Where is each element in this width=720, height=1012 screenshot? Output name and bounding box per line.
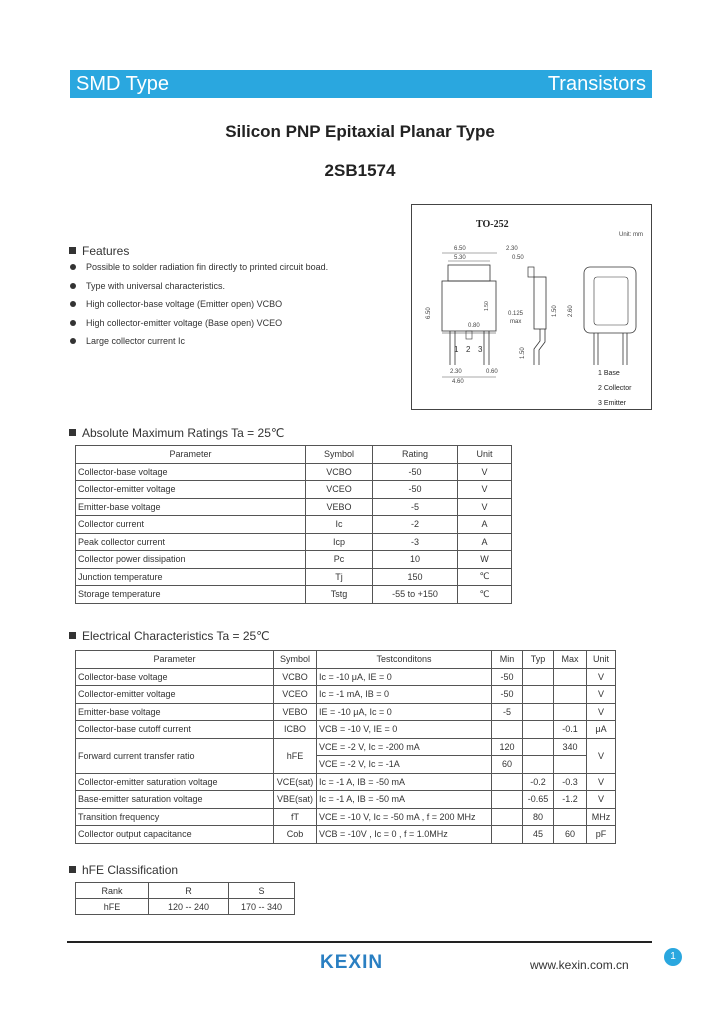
table-cell: Pc	[306, 551, 373, 569]
table-cell: -5	[373, 498, 458, 516]
dim-label: 0.125	[508, 311, 524, 317]
package-name: TO-252	[476, 219, 509, 230]
table-cell	[492, 773, 523, 791]
table-cell: VCE = -10 V, Ic = -50 mA , f = 200 MHz	[317, 808, 492, 826]
table-cell: VCE = -2 V, Ic = -1A	[317, 756, 492, 774]
table-cell: Ic = -1 mA, IB = 0	[317, 686, 492, 704]
footer-divider	[67, 941, 652, 943]
table-header-row	[76, 651, 616, 669]
column-header: S	[229, 883, 295, 899]
ec-heading: Electrical Characteristics Ta = 25℃	[69, 629, 270, 643]
table-cell: V	[458, 463, 512, 481]
bullet-square-icon	[69, 429, 76, 436]
table-cell: Collector-base voltage	[76, 668, 274, 686]
table-cell: Peak collector current	[76, 533, 306, 551]
bullet-dot-icon	[70, 301, 76, 307]
table-cell: Junction temperature	[76, 568, 306, 586]
table-cell: Collector-emitter saturation voltage	[76, 773, 274, 791]
table-cell: hFE	[76, 899, 149, 915]
table-cell: VCE(sat)	[274, 773, 317, 791]
table-row	[76, 721, 616, 739]
table-cell: V	[587, 668, 616, 686]
table-cell: -55 to +150	[373, 586, 458, 604]
column-header: Testconditons	[317, 651, 492, 669]
column-header: Unit	[587, 651, 616, 669]
table-cell: V	[587, 773, 616, 791]
table-cell: Storage temperature	[76, 586, 306, 604]
bullet-square-icon	[69, 632, 76, 639]
column-header: R	[149, 883, 229, 899]
table-cell: -50	[492, 668, 523, 686]
pin-label: 1 Base	[598, 370, 620, 377]
list-item: High collector-base voltage (Emitter open) VCBO	[70, 299, 328, 318]
table-cell: A	[458, 533, 512, 551]
table-cell: Icp	[306, 533, 373, 551]
table-cell: Collector current	[76, 516, 306, 534]
table-row	[76, 516, 512, 534]
table-cell: VCEO	[274, 686, 317, 704]
bullet-dot-icon	[70, 320, 76, 326]
package-drawing	[411, 204, 652, 410]
table-cell: 80	[523, 808, 554, 826]
dim-label: 2.30	[450, 369, 462, 375]
table-cell: 45	[523, 826, 554, 844]
table-cell: -50	[373, 481, 458, 499]
table-row	[76, 686, 616, 704]
table-cell: -0.65	[523, 791, 554, 809]
part-number: 2SB1574	[324, 161, 396, 180]
bullet-square-icon	[69, 866, 76, 873]
table-cell	[523, 686, 554, 704]
table-cell: V	[458, 498, 512, 516]
list-item: Large collector current Ic	[70, 336, 328, 355]
absolute-max-ratings-table	[75, 445, 512, 604]
features-list	[70, 262, 328, 355]
table-cell: Tstg	[306, 586, 373, 604]
table-cell: V	[587, 686, 616, 704]
table-cell	[523, 721, 554, 739]
table-cell: -0.2	[523, 773, 554, 791]
table-cell	[492, 808, 523, 826]
table-row	[76, 668, 616, 686]
table-row	[76, 498, 512, 516]
table-cell: Tj	[306, 568, 373, 586]
table-cell: V	[458, 481, 512, 499]
features-heading: Features	[69, 244, 129, 258]
table-cell: Ic = -10 μA, IE = 0	[317, 668, 492, 686]
table-cell: IE = -10 μA, Ic = 0	[317, 703, 492, 721]
table-cell: Collector-base voltage	[76, 463, 306, 481]
table-cell: 340	[554, 738, 587, 756]
dim-label: max	[510, 319, 522, 325]
header-banner	[70, 70, 652, 98]
table-cell: VCEO	[306, 481, 373, 499]
dim-label: 5.30	[454, 255, 466, 261]
table-cell: μA	[587, 721, 616, 739]
table-row	[76, 738, 616, 756]
table-cell: Collector-emitter voltage	[76, 686, 274, 704]
pin-label: 3 Emitter	[598, 400, 627, 407]
table-header-row	[76, 883, 295, 899]
table-cell: VCB = -10V , Ic = 0 , f = 1.0MHz	[317, 826, 492, 844]
table-cell: V	[587, 738, 616, 773]
table-cell: 170 -- 340	[229, 899, 295, 915]
dim-label: 1.50	[484, 301, 490, 311]
table-cell: 10	[373, 551, 458, 569]
table-cell: 60	[492, 756, 523, 774]
table-cell: Base-emitter saturation voltage	[76, 791, 274, 809]
table-cell	[523, 756, 554, 774]
table-cell	[523, 668, 554, 686]
table-row	[76, 551, 512, 569]
header-type: SMD Type	[76, 73, 169, 95]
column-header: Unit	[458, 446, 512, 464]
pin-number: 3	[478, 345, 483, 354]
pin-number: 1	[454, 345, 459, 354]
table-row	[76, 791, 616, 809]
pin-number: 2	[466, 345, 471, 354]
dim-label: 2.60	[568, 305, 574, 317]
table-cell	[554, 686, 587, 704]
table-cell	[554, 808, 587, 826]
table-cell	[554, 668, 587, 686]
column-header: Symbol	[306, 446, 373, 464]
table-cell: Forward current transfer ratio	[76, 738, 274, 773]
table-cell: Collector output capacitance	[76, 826, 274, 844]
table-cell: pF	[587, 826, 616, 844]
column-header: Symbol	[274, 651, 317, 669]
table-row	[76, 586, 512, 604]
table-cell: Cob	[274, 826, 317, 844]
table-cell: 120	[492, 738, 523, 756]
dim-label: 0.50	[512, 255, 524, 261]
table-cell: 150	[373, 568, 458, 586]
table-row	[76, 826, 616, 844]
table-cell: Collector-base cutoff current	[76, 721, 274, 739]
table-cell: Transition frequency	[76, 808, 274, 826]
table-cell	[492, 791, 523, 809]
table-cell	[523, 738, 554, 756]
dim-label: 0.80	[468, 323, 480, 329]
table-cell: -50	[492, 686, 523, 704]
table-cell: 60	[554, 826, 587, 844]
table-cell: Collector-emitter voltage	[76, 481, 306, 499]
table-cell: -1.2	[554, 791, 587, 809]
table-cell	[554, 756, 587, 774]
table-cell: Ic	[306, 516, 373, 534]
dim-label: 1.50	[520, 347, 526, 359]
table-cell: ℃	[458, 586, 512, 604]
table-cell: V	[587, 791, 616, 809]
amr-heading: Absolute Maximum Ratings Ta = 25℃	[69, 426, 284, 440]
table-row	[76, 533, 512, 551]
dim-label: 1.50	[552, 305, 558, 317]
dim-label: 6.50	[454, 246, 466, 252]
table-row	[76, 703, 616, 721]
table-header-row	[76, 446, 512, 464]
hfe-classification-table	[75, 882, 295, 915]
column-header: Parameter	[76, 446, 306, 464]
column-header: Parameter	[76, 651, 274, 669]
company-logo: KEXIN	[320, 952, 384, 973]
table-cell: Ic = -1 A, IB = -50 mA	[317, 773, 492, 791]
list-item: High collector-emitter voltage (Base open) VCEO	[70, 318, 328, 337]
column-header: Rank	[76, 883, 149, 899]
table-cell: -2	[373, 516, 458, 534]
table-row	[76, 568, 512, 586]
table-cell: Ic = -1 A, IB = -50 mA	[317, 791, 492, 809]
table-cell: V	[587, 703, 616, 721]
table-row	[76, 808, 616, 826]
list-item: Type with universal characteristics.	[70, 281, 328, 300]
table-cell: -5	[492, 703, 523, 721]
table-cell: ℃	[458, 568, 512, 586]
pin-label: 2 Collector	[598, 385, 632, 392]
table-cell	[492, 721, 523, 739]
header-category: Transistors	[547, 73, 646, 95]
table-cell	[554, 703, 587, 721]
table-cell: 120 -- 240	[149, 899, 229, 915]
table-cell: fT	[274, 808, 317, 826]
bullet-dot-icon	[70, 264, 76, 270]
dim-label: 4.60	[452, 379, 464, 385]
bullet-dot-icon	[70, 338, 76, 344]
column-header: Max	[554, 651, 587, 669]
dim-label: 6.50	[426, 307, 432, 319]
table-cell: Emitter-base voltage	[76, 703, 274, 721]
table-cell	[523, 703, 554, 721]
table-cell: VEBO	[274, 703, 317, 721]
table-cell: -0.3	[554, 773, 587, 791]
table-cell: VCBO	[306, 463, 373, 481]
company-url[interactable]: www.kexin.com.cn	[530, 958, 629, 972]
table-cell: -0.1	[554, 721, 587, 739]
table-cell: Collector power dissipation	[76, 551, 306, 569]
electrical-characteristics-table	[75, 650, 616, 844]
table-cell: Emitter-base voltage	[76, 498, 306, 516]
package-outline-diagram	[412, 205, 651, 409]
table-cell: ICBO	[274, 721, 317, 739]
table-cell: -3	[373, 533, 458, 551]
list-item: Possible to solder radiation fin directly to printed circuit boad.	[70, 262, 328, 281]
column-header: Rating	[373, 446, 458, 464]
doc-title: Silicon PNP Epitaxial Planar Type	[225, 122, 495, 141]
table-cell: A	[458, 516, 512, 534]
bullet-dot-icon	[70, 283, 76, 289]
table-cell: VBE(sat)	[274, 791, 317, 809]
column-header: Min	[492, 651, 523, 669]
table-cell: VCE = -2 V, Ic = -200 mA	[317, 738, 492, 756]
table-cell: -50	[373, 463, 458, 481]
page-number-badge: 1	[664, 948, 682, 966]
table-row	[76, 463, 512, 481]
bullet-square-icon	[69, 247, 76, 254]
table-cell: VEBO	[306, 498, 373, 516]
table-row	[76, 899, 295, 915]
dim-label: 2.30	[506, 246, 518, 252]
table-row	[76, 773, 616, 791]
table-row	[76, 481, 512, 499]
package-unit: Unit: mm	[619, 232, 643, 238]
hfe-heading: hFE Classification	[69, 863, 178, 877]
dim-label: 0.60	[486, 369, 498, 375]
table-cell	[492, 826, 523, 844]
table-cell: hFE	[274, 738, 317, 773]
table-cell: MHz	[587, 808, 616, 826]
table-cell: W	[458, 551, 512, 569]
table-cell: VCB = -10 V, IE = 0	[317, 721, 492, 739]
column-header: Typ	[523, 651, 554, 669]
table-cell: VCBO	[274, 668, 317, 686]
